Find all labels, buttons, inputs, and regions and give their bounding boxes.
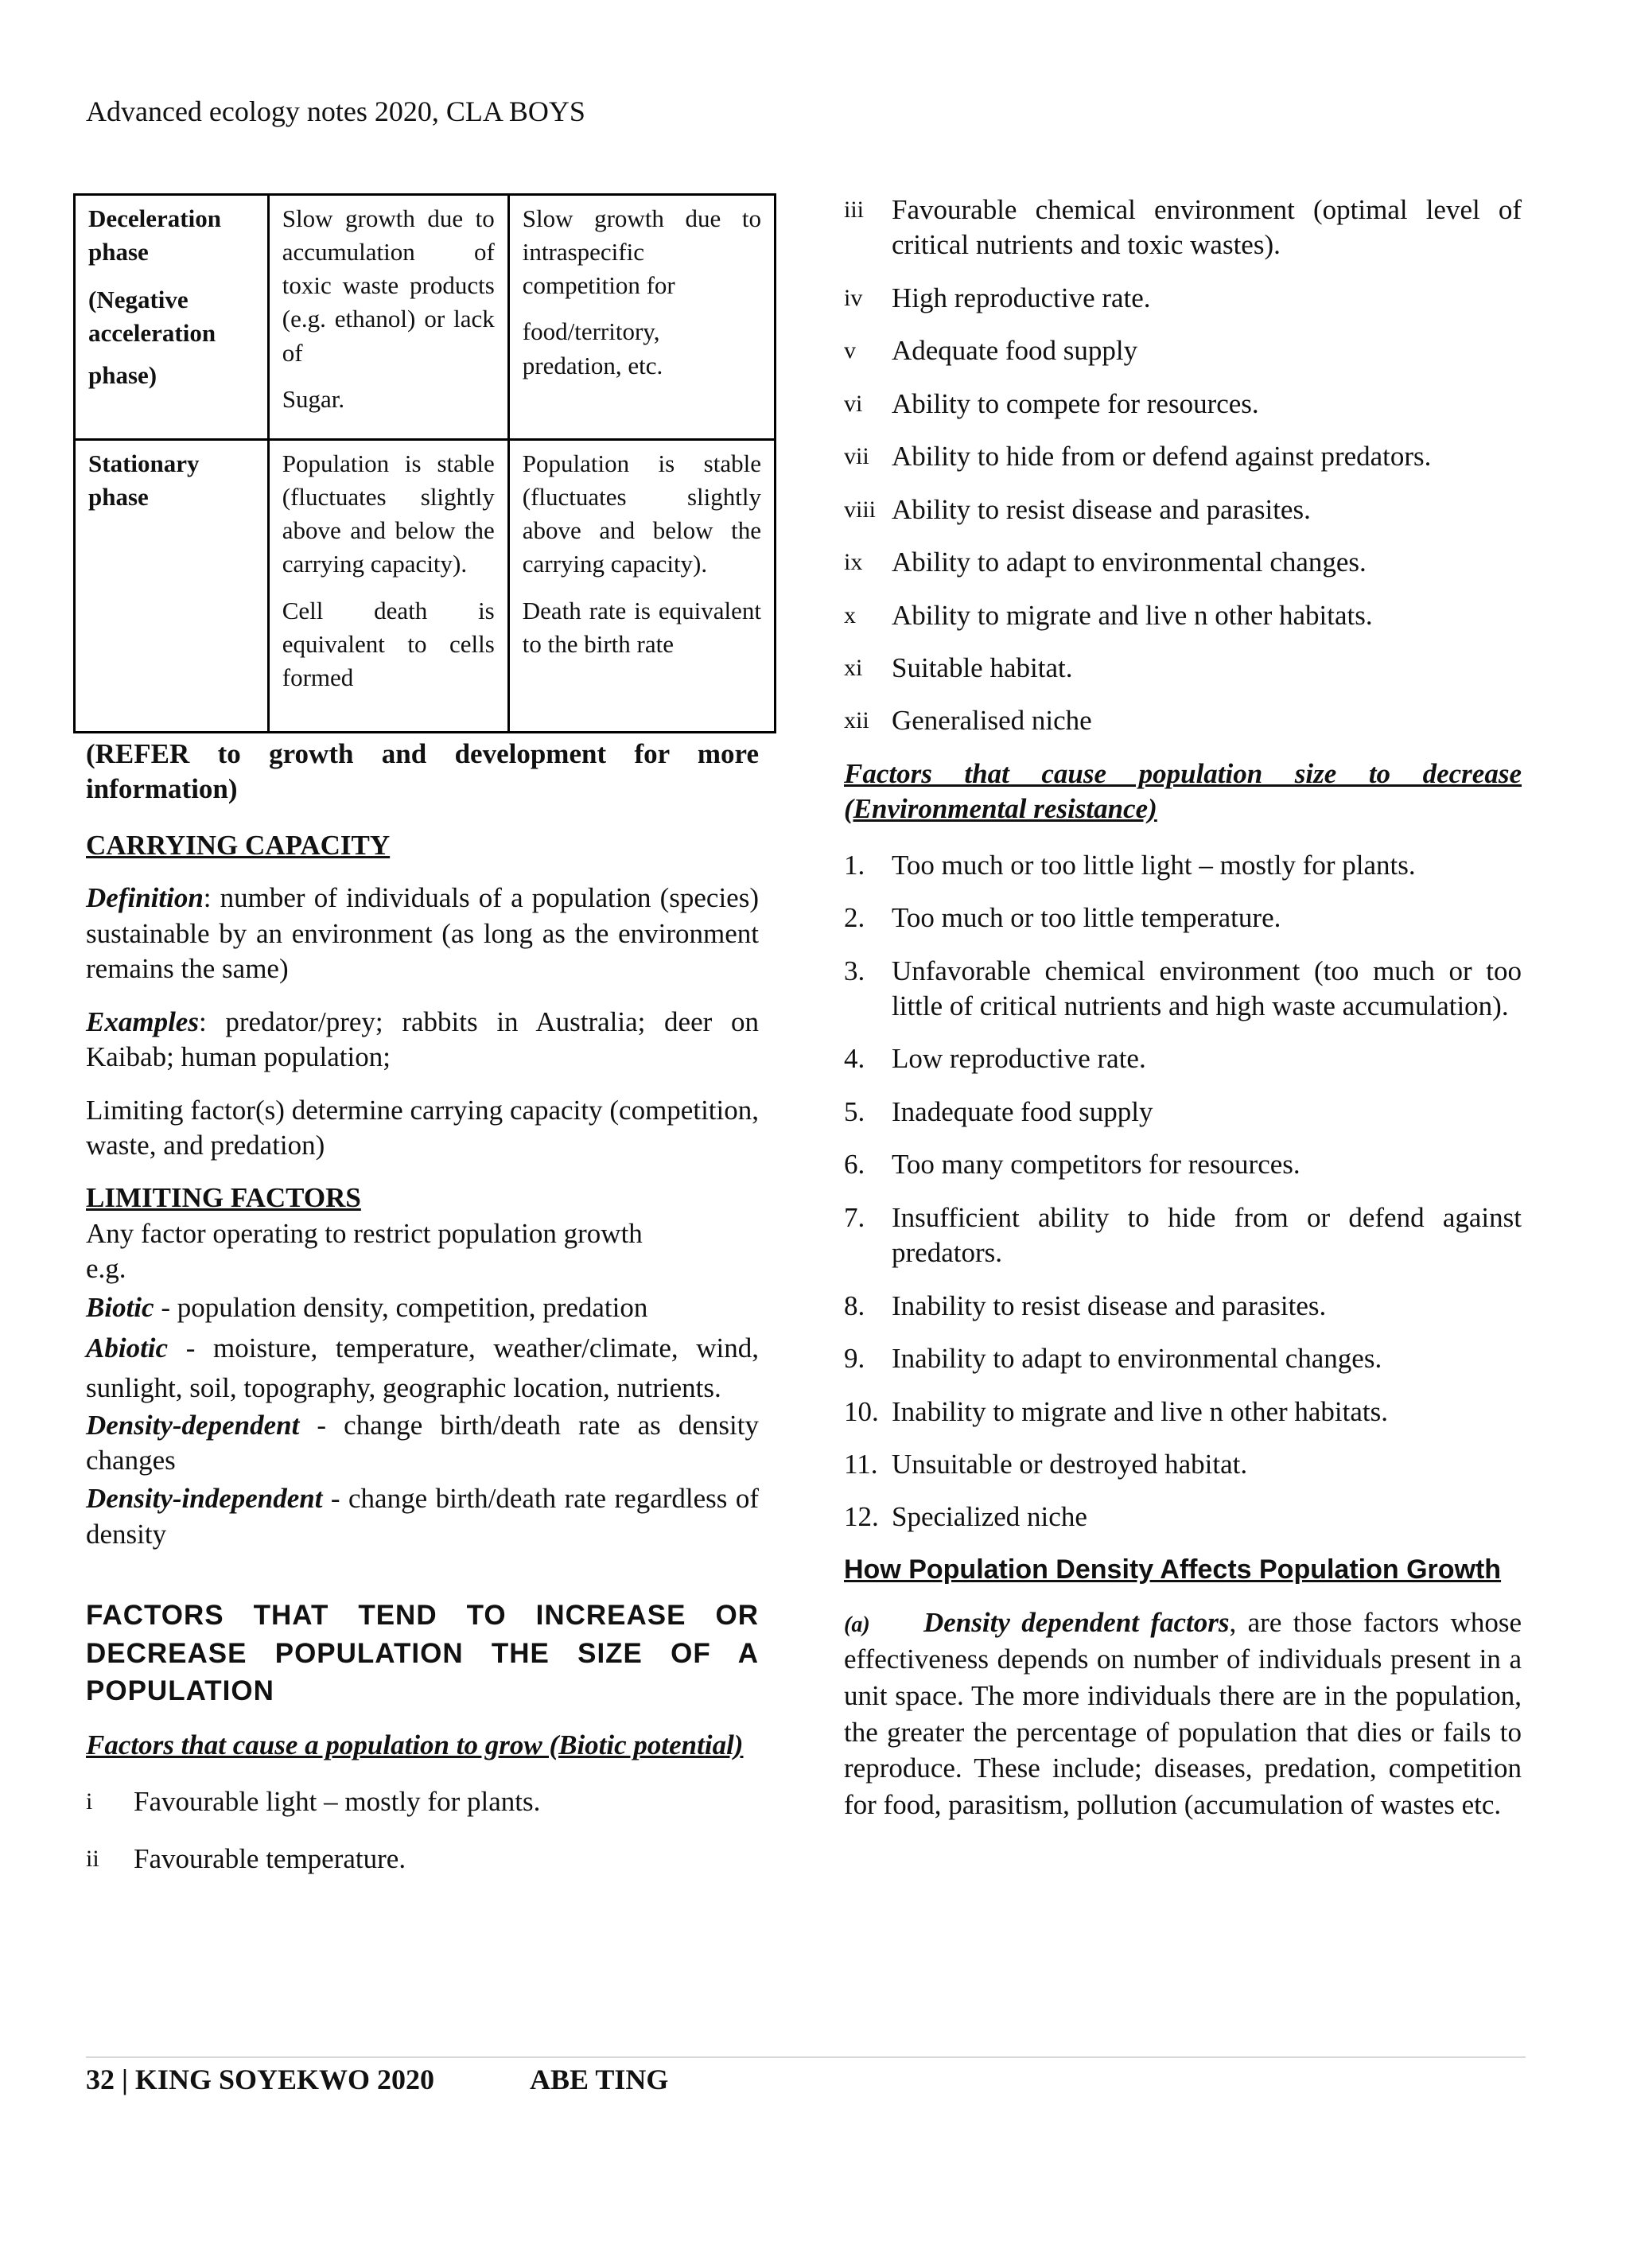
density-dependent-paragraph [844, 1605, 1522, 1823]
list-item [844, 439, 1522, 474]
density-text: , are those factors whose effectiveness depends on number of individuals present in a unit space. The more individuals there are in the population, the greater the percentage of population that dies or fails to reproduce. These include; diseases, predation, competition for food, parasitism, pollution (accumulation of wastes etc. [844, 1606, 1522, 1821]
biotic-label: Biotic [86, 1291, 154, 1323]
list-item [844, 193, 1522, 263]
list-number: xii [844, 707, 869, 734]
grow-factors-list-continued [844, 193, 1522, 739]
biotic-line [86, 1290, 759, 1325]
density-independent-label: Density-independent [86, 1483, 323, 1515]
table-row [75, 439, 776, 732]
definition-label: Definition [86, 882, 204, 914]
abiotic-text: - moisture, temperature, weather/climate, wind, sunlight, soil, topography, geographic location, nutrients. [86, 1332, 759, 1403]
list-text: Inability to resist disease and parasites. [892, 1290, 1327, 1321]
list-item [844, 333, 1522, 368]
list-number: iii [844, 196, 865, 223]
list-text: Ability to hide from or defend against predators. [892, 441, 1432, 473]
footer-divider [86, 2056, 1526, 2058]
list-number: 2. [844, 902, 865, 934]
list-text: High reproductive rate. [892, 282, 1151, 313]
cell-text: food/territory, predation, etc. [522, 317, 663, 379]
factors-heading: FACTORS THAT TEND TO INCREASE OR DECREASE POPULATION THE SIZE OF A POPULATION [86, 1600, 759, 1707]
list-text: Favourable light – mostly for plants. [134, 1785, 541, 1817]
list-item [844, 901, 1522, 936]
list-item [844, 281, 1522, 316]
list-text: Ability to migrate and live n other habitats. [892, 599, 1373, 631]
list-number: 8. [844, 1290, 865, 1321]
list-text: Ability to compete for resources. [892, 387, 1259, 419]
list-item [844, 1095, 1522, 1130]
list-item [844, 1341, 1522, 1376]
phase-name-cell [75, 439, 269, 732]
list-text: Specialized niche [892, 1501, 1087, 1533]
table-cell [508, 439, 775, 732]
list-item [844, 1447, 1522, 1482]
list-text: Inability to adapt to environmental changes. [892, 1343, 1382, 1375]
right-column [844, 193, 1522, 1823]
decrease-factors-heading: Factors that cause population size to decrease (Environmental resistance) [844, 757, 1522, 825]
list-number: vi [844, 390, 863, 417]
list-number: 5. [844, 1095, 865, 1127]
definition-paragraph [86, 881, 759, 986]
list-number: 11. [844, 1448, 878, 1480]
list-number: 6. [844, 1149, 865, 1181]
list-number: 10. [844, 1395, 879, 1427]
decrease-factors-list [844, 848, 1522, 1535]
density-independent-text: - change birth/death rate regardless of density [86, 1483, 759, 1550]
abiotic-label: Abiotic [86, 1332, 169, 1364]
footer-page-info: 32 | KING SOYEKWO 2020 [86, 2064, 434, 2095]
list-item [844, 545, 1522, 580]
list-item [844, 848, 1522, 883]
density-dependent-text: - change birth/death rate as density changes [86, 1409, 759, 1476]
page-footer [86, 2062, 668, 2099]
grow-factors-list [86, 1784, 759, 1877]
phase-name-cell [75, 195, 269, 440]
list-text: Inability to migrate and live n other habitats. [892, 1395, 1389, 1427]
definition-text: : number of individuals of a population (species) sustainable by an environment (as long as the environment remains the same) [86, 882, 759, 985]
grow-factors-heading: Factors that cause a population to grow (Biotic potential) [86, 1729, 744, 1761]
growth-phases-table [73, 193, 776, 733]
list-number: x [844, 601, 856, 628]
cell-text: Population is stable (fluctuates slightly above and below the carrying capacity). [282, 449, 495, 578]
list-text: Insufficient ability to hide from or defend against predators. [892, 1201, 1522, 1269]
list-text: Low reproductive rate. [892, 1043, 1146, 1075]
phase-name-alt: (Negative acceleration [88, 286, 216, 348]
list-text: Unfavorable chemical environment (too much or too little of critical nutrients and high waste accumulation). [892, 955, 1522, 1021]
list-item [844, 1200, 1522, 1271]
phase-name: Stationary phase [88, 449, 200, 512]
cell-text: Sugar. [282, 384, 345, 413]
list-text: Favourable chemical environment (optimal level of critical nutrients and toxic wastes). [892, 194, 1522, 261]
density-heading: How Population Density Affects Population Growth [844, 1554, 1502, 1585]
list-text: Ability to adapt to environmental changes. [892, 547, 1367, 578]
list-number: 7. [844, 1201, 865, 1233]
phase-name: Deceleration phase [88, 204, 221, 266]
density-dependent-label: Density-dependent [86, 1409, 300, 1441]
list-item [86, 1784, 759, 1819]
biotic-text: - population density, competition, predation [154, 1291, 648, 1323]
carrying-capacity-heading: CARRYING CAPACITY [86, 829, 391, 861]
examples-paragraph [86, 1005, 759, 1076]
list-item [844, 1395, 1522, 1430]
list-text: Suitable habitat. [892, 652, 1073, 683]
list-number: vii [844, 443, 869, 470]
list-text: Too much or too little temperature. [892, 902, 1281, 934]
list-number: 12. [844, 1501, 879, 1533]
list-item [844, 703, 1522, 738]
list-number: iv [844, 284, 863, 311]
limiting-definition: Any factor operating to restrict population growth [86, 1217, 643, 1249]
list-item [844, 651, 1522, 686]
list-text: Generalised niche [892, 705, 1092, 737]
list-text: Ability to resist disease and parasites. [892, 493, 1311, 525]
limiting-paragraph: Limiting factor(s) determine carrying capacity (competition, waste, and predation) [86, 1094, 759, 1161]
phase-name-alt: phase) [88, 360, 157, 389]
list-item [844, 598, 1522, 633]
list-text: Too many competitors for resources. [892, 1149, 1300, 1181]
list-number: ix [844, 549, 863, 576]
density-dependent-line [86, 1408, 759, 1479]
page-header: Advanced ecology notes 2020, CLA BOYS [86, 95, 585, 127]
list-number: v [844, 337, 856, 364]
density-independent-line [86, 1481, 759, 1552]
list-item [86, 1842, 759, 1877]
list-item [844, 954, 1522, 1025]
list-item [844, 1289, 1522, 1324]
list-item [844, 1500, 1522, 1535]
list-item [844, 1147, 1522, 1182]
density-item-label: (a) [844, 1612, 870, 1637]
table-row [75, 195, 776, 440]
list-item [844, 492, 1522, 527]
list-text: Too much or too little light – mostly for plants. [892, 849, 1416, 881]
list-number: viii [844, 496, 877, 523]
list-number: 3. [844, 955, 865, 986]
abiotic-line [86, 1329, 759, 1407]
list-item [844, 1041, 1522, 1076]
cell-text: Slow growth due to accumulation of toxic waste products (e.g. ethanol) or lack of [282, 204, 495, 367]
cell-text: Population is stable (fluctuates slightly above and below the carrying capacity). [522, 449, 761, 578]
list-text: Adequate food supply [892, 335, 1138, 367]
eg-text: e.g. [86, 1253, 126, 1285]
refer-note: (REFER to growth and development for more information) [86, 738, 759, 805]
list-number: 9. [844, 1343, 865, 1375]
list-number: 4. [844, 1043, 865, 1075]
list-number: 1. [844, 849, 865, 881]
left-column [86, 193, 759, 1894]
density-term: Density dependent factors [923, 1606, 1230, 1638]
list-number: xi [844, 654, 863, 681]
table-cell [508, 195, 775, 440]
list-item [844, 387, 1522, 422]
list-number: ii [86, 1845, 99, 1872]
cell-text: Slow growth due to intraspecific competition for [522, 204, 761, 300]
examples-label: Examples [86, 1006, 199, 1037]
table-cell [268, 195, 508, 440]
footer-author: ABE TING [529, 2064, 669, 2095]
cell-text: Death rate is equivalent to the birth rate [522, 596, 761, 658]
list-text: Unsuitable or destroyed habitat. [892, 1448, 1248, 1480]
table-cell [268, 439, 508, 732]
limiting-factors-heading: LIMITING FACTORS [86, 1182, 361, 1214]
list-text: Favourable temperature. [134, 1842, 406, 1874]
list-number: i [86, 1788, 93, 1815]
examples-text: : predator/prey; rabbits in Australia; deer on Kaibab; human population; [86, 1006, 759, 1073]
cell-text: Cell death is equivalent to cells formed [282, 596, 495, 691]
list-text: Inadequate food supply [892, 1095, 1153, 1127]
